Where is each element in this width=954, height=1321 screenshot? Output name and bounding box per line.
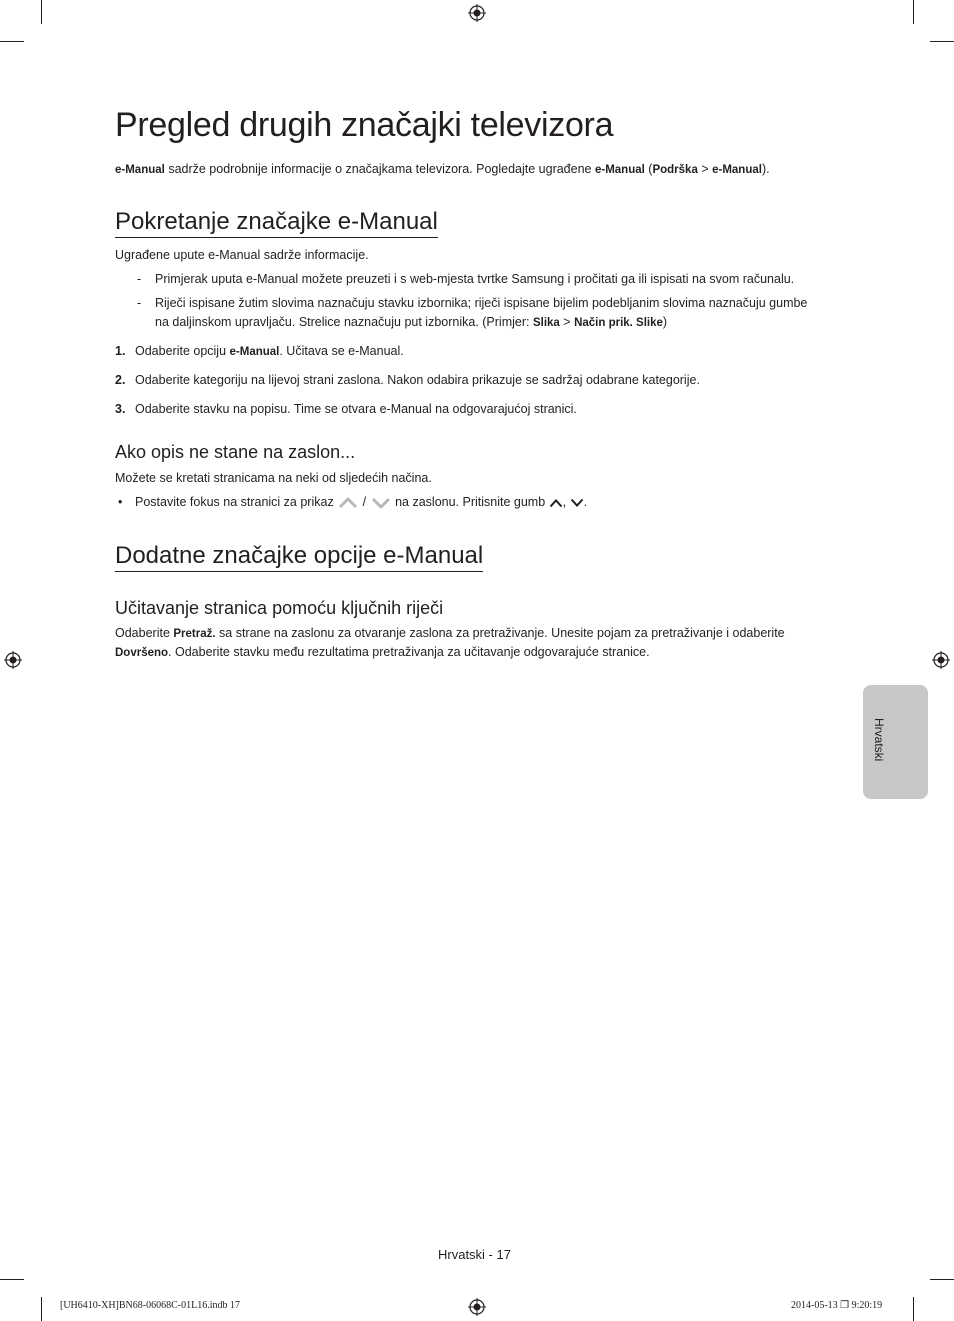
crop-mark bbox=[41, 1297, 42, 1321]
chevron-down-icon bbox=[570, 498, 584, 508]
page-up-icon bbox=[337, 496, 359, 510]
language-side-tab-label: Hrvatski bbox=[872, 718, 886, 762]
step-number: 1. bbox=[115, 344, 126, 358]
bullet-item: Postavite fokus na stranici za prikaz / na zaslonu. Pritisnite gumb , . bbox=[135, 495, 588, 509]
dash-item-continued: na daljinskom upravljaču. Strelice naznačuju put izbornika. (Primjer: Slika > Način prik. Slike) bbox=[155, 315, 668, 329]
dash-item: Riječi ispisane žutim slovima naznačuju stavku izbornika; riječi ispisane bijelim podebljanim slovima naznačuju gumbe bbox=[155, 296, 808, 310]
page-title: Pregled drugih značajki televizora bbox=[115, 106, 614, 144]
step-text: Odaberite kategoriju na lijevoj strani zaslona. Nakon odabira prikazuje se sadržaj odabrane kategorije. bbox=[135, 373, 700, 387]
crop-mark bbox=[913, 0, 914, 24]
print-date: 2014-05-13 ❒ 9:20:19 bbox=[791, 1300, 883, 1311]
subsection-heading: Ako opis ne stane na zaslon... bbox=[115, 442, 356, 462]
step-text: Odaberite opciju e-Manual. Učitava se e-Manual. bbox=[135, 344, 404, 358]
registration-mark-icon bbox=[468, 1298, 486, 1316]
dash-marker: - bbox=[137, 272, 142, 286]
crop-mark bbox=[41, 0, 42, 24]
section-heading: Pokretanje značajke e-Manual bbox=[115, 207, 438, 238]
intro-paragraph: e-Manual sadrže podrobnije informacije o značajkama televizora. Pogledajte ugrađene e-Manual (Podrška > e-Manual). bbox=[115, 162, 770, 176]
registration-mark-icon bbox=[4, 651, 22, 669]
registration-mark-icon bbox=[932, 651, 950, 669]
step-number: 2. bbox=[115, 373, 126, 387]
page-number-footer: Hrvatski - 17 bbox=[438, 1247, 511, 1262]
subsection-heading: Učitavanje stranica pomoću ključnih riječi bbox=[115, 598, 444, 618]
section-paragraph-continued: Dovršeno. Odaberite stavku među rezultatima pretraživanja za učitavanje odgovarajuće stranice. bbox=[115, 645, 650, 659]
section-lead: Ugrađene upute e-Manual sadrže informacije. bbox=[115, 248, 369, 262]
registration-mark-icon bbox=[468, 4, 486, 22]
print-slug: [UH6410-XH]BN68-06068C-01L16.indb 17 bbox=[60, 1300, 240, 1311]
chevron-up-icon bbox=[549, 498, 563, 508]
step-text: Odaberite stavku na popisu. Time se otvara e-Manual na odgovarajućoj stranici. bbox=[135, 402, 577, 416]
crop-mark bbox=[930, 41, 954, 42]
crop-mark bbox=[0, 41, 24, 42]
step-number: 3. bbox=[115, 402, 126, 416]
dash-item: Primjerak uputa e-Manual možete preuzeti i s web-mjesta tvrtke Samsung i pročitati ga ili ispisati na svom računalu. bbox=[155, 272, 795, 286]
crop-mark bbox=[0, 1279, 24, 1280]
page-down-icon bbox=[370, 496, 392, 510]
section-heading: Dodatne značajke opcije e-Manual bbox=[115, 541, 483, 572]
dash-marker: - bbox=[137, 296, 142, 310]
bullet-marker: • bbox=[118, 495, 123, 509]
section-paragraph: Odaberite Pretraž. sa strane na zaslonu za otvaranje zaslona za pretraživanje. Unesite pojam za pretraživanje i odaberite bbox=[115, 626, 785, 640]
crop-mark bbox=[913, 1297, 914, 1321]
subsection-lead: Možete se kretati stranicama na neki od sljedećih načina. bbox=[115, 471, 432, 485]
crop-mark bbox=[930, 1279, 954, 1280]
